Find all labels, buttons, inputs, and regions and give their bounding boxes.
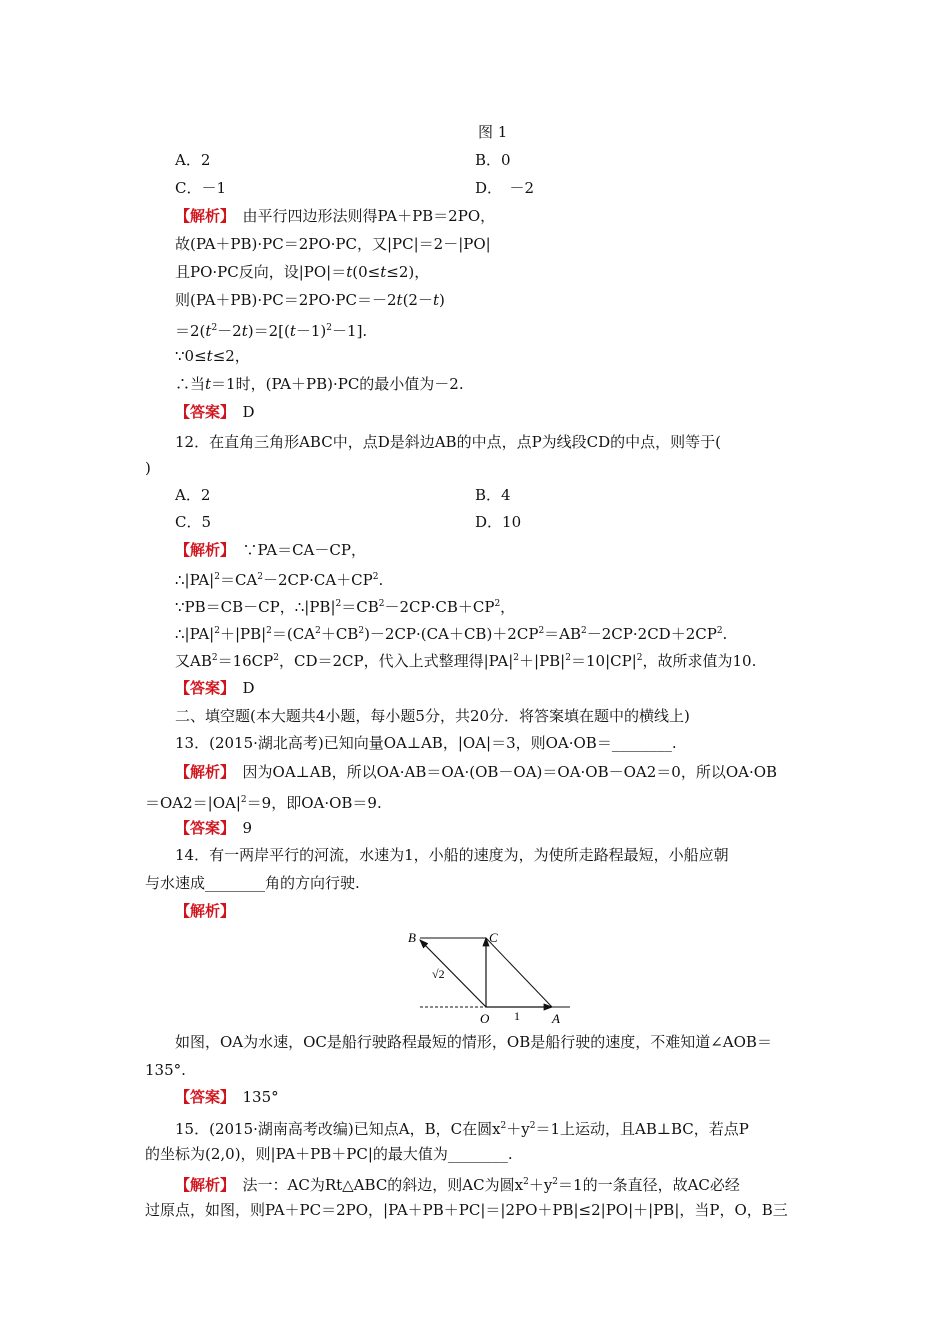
- q12-analysis-line-3: ∵PB＝CB－CP，$\therefore|PB|^2=CB^2-2CP\cdot CB+CP^2$，: [175, 598, 516, 616]
- q11-option-a: A．2: [175, 151, 211, 169]
- q12-stem-line-2: ): [145, 459, 151, 477]
- q11-answer: 【答案】 D: [175, 403, 255, 421]
- answer-label: 【答案】: [175, 819, 228, 837]
- q11-analysis-line-7: ∴当t＝1时，(PA＋PB)·PC的最小值为－2.: [175, 375, 464, 393]
- q11-analysis-line-4: 则(PA＋PB)·PC＝2PO·PC＝－2t(2－t): [175, 291, 445, 309]
- q11-option-c: C．－1: [175, 179, 227, 197]
- q11-analysis-line-3: 且PO·PC反向，设|PO|＝t(0≤t≤2)，: [175, 263, 430, 281]
- label-o: O: [480, 1011, 490, 1024]
- q15-stem-line-1: 15．(2015·湖南高考改编)已知点A，B，C在圆$x^2+y^2=1$上运动，且AB⊥BC，若点P: [175, 1120, 749, 1138]
- q12-analysis-line-2: $\therefore|PA|^2=CA^2-2CP\cdot CA+CP^2$.: [175, 571, 384, 589]
- q15-stem-line-2: 的坐标为(2,0)，则|PA＋PB＋PC|的最大值为________.: [145, 1145, 513, 1163]
- q12-stem-line-1: 12．在直角三角形ABC中，点D是斜边AB的中点，点P为线段CD的中点，则等于(: [175, 433, 722, 451]
- q14-stem-line-2: 与水速成________角的方向行驶.: [145, 874, 360, 892]
- answer-label: 【答案】: [175, 403, 228, 421]
- segment-ca: [486, 938, 552, 1007]
- q14-analysis-label: [175, 901, 235, 921]
- q14-vector-figure: [400, 928, 580, 1024]
- q12-analysis-line-1: 【解析】 ∵PA＝CA－CP，: [175, 541, 366, 559]
- label-b: B: [408, 930, 416, 945]
- q12-option-c: C．5: [175, 513, 212, 531]
- q11-option-d: D． －2: [475, 179, 535, 197]
- analysis-label: 【解析】: [175, 541, 228, 559]
- label-one: 1: [514, 1009, 520, 1023]
- q14-analysis-line-2: 135°.: [145, 1061, 186, 1079]
- answer-label: 【答案】: [175, 679, 228, 697]
- q15-analysis-line-1: 【解析】 法一：AC为Rt△ABC的斜边，则AC为圆$x^2+y^2=1$的一条直径，故AC必经: [175, 1176, 740, 1194]
- q12-option-b: B．4: [475, 486, 511, 504]
- q12-answer: 【答案】 D: [175, 679, 255, 697]
- analysis-label: 【解析】: [175, 1176, 228, 1194]
- q12-option-a: A．2: [175, 486, 211, 504]
- q14-answer: 【答案】 135°: [175, 1088, 279, 1106]
- q12-option-d: D．10: [475, 513, 522, 531]
- label-sqrt2: √2: [432, 967, 445, 981]
- q12-analysis-line-5: 又$AB^2=16CP^2$，CD＝2CP，代入上式整理得$|PA|^2+|PB|^2=10|CP|^2$，故所求值为10.: [175, 652, 757, 670]
- answer-label: 【答案】: [175, 1088, 228, 1106]
- q11-analysis-line-5: $=2(t^2-2t)=2[(t-1)^2-1]$.: [175, 322, 368, 340]
- q12-analysis-line-4: $\therefore|PA|^2+|PB|^2=(CA^2+CB^2)-2CP\cdot(CA+CB)+2CP^2=AB^2-2CP\cdot 2CD+2CP^2$.: [175, 625, 728, 643]
- analysis-label: 【解析】: [175, 207, 228, 225]
- analysis-label: 【解析】: [175, 902, 236, 920]
- analysis-label: 【解析】: [175, 763, 228, 781]
- q13-analysis-line-2: $=OA2=|OA|^2=9$，即OA·OB＝9.: [145, 794, 382, 812]
- label-c: C: [489, 930, 498, 945]
- q11-analysis-line-2: 故(PA＋PB)·PC＝2PO·PC，又|PC|＝2－|PO|: [175, 235, 491, 253]
- q11-analysis-line-1: 【解析】 由平行四边形法则得PA＋PB＝2PO，: [175, 207, 496, 225]
- q11-option-b: B．0: [475, 151, 511, 169]
- q13-analysis-line-1: 【解析】 因为OA⊥AB，所以OA·AB＝OA·(OB－OA)＝OA·OB－OA2＝0，所以OA·OB: [175, 763, 778, 781]
- section-2-heading: 二、填空题(本大题共4小题，每小题5分，共20分．将答案填在题中的横线上): [175, 707, 690, 725]
- q14-analysis-line-1: 如图，OA为水速，OC是船行驶路程最短的情形，OB是船行驶的速度，不难知道∠AOB＝: [175, 1033, 772, 1051]
- q13-stem: 13．(2015·湖北高考)已知向量OA⊥AB，|OA|＝3，则OA·OB＝________.: [175, 734, 677, 752]
- label-a: A: [552, 1011, 560, 1024]
- vector-ob: [420, 940, 486, 1007]
- q13-answer: 【答案】 9: [175, 819, 253, 837]
- figure-1-caption: 图 1: [478, 123, 508, 141]
- q15-analysis-line-2: 过原点，如图，则PA＋PC＝2PO，|PA＋PB＋PC|＝|2PO＋PB|≤2|PO|＋|PB|，当P，O，B三: [145, 1201, 788, 1219]
- q11-analysis-line-6: ∵0≤t≤2，: [175, 347, 250, 365]
- q14-stem-line-1: 14．有一两岸平行的河流，水速为1，小船的速度为，为使所走路程最短，小船应朝: [175, 846, 729, 864]
